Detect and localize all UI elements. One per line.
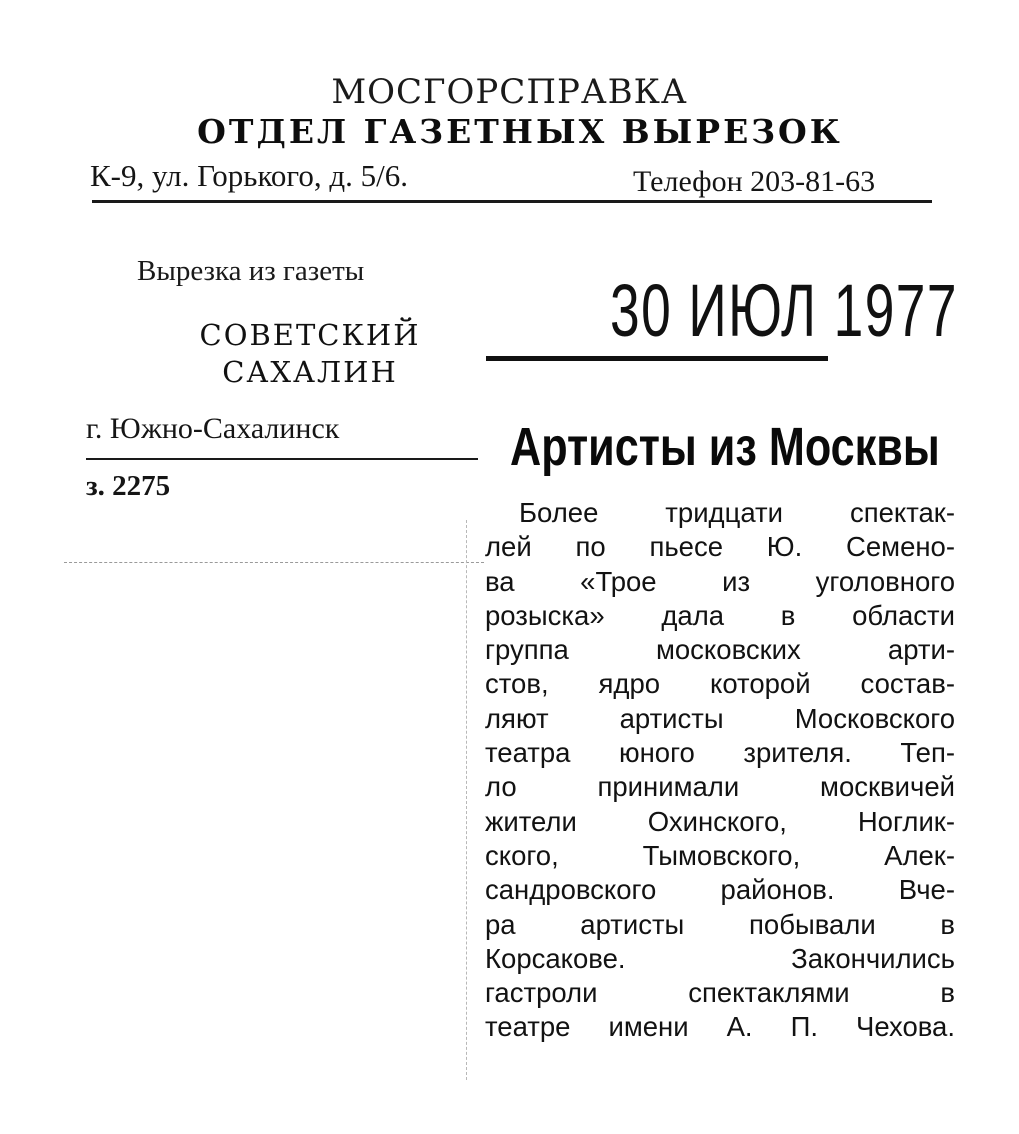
organization-name: МОСГОРСПРАВКА: [331, 72, 688, 112]
article-line: Корсакове. Закончились: [485, 942, 955, 974]
article-line: Более тридцати спектак-: [519, 497, 955, 528]
article-line: стов, ядро которой состав-: [485, 668, 955, 700]
article-line: театра юного зрителя. Теп-: [485, 737, 955, 769]
date-stamp: 30 ИЮЛ 1977: [610, 269, 958, 352]
date-rule: [486, 356, 828, 361]
article-line: театре имени А. П. Чехова.: [485, 1011, 955, 1043]
phone-number: Телефон 203-81-63: [633, 165, 876, 198]
article-headline: Артисты из Москвы: [510, 417, 940, 477]
city: г. Южно-Сахалинск: [86, 412, 340, 445]
article-line: лей по пьесе Ю. Семено-: [485, 531, 955, 563]
article-line: розыска» дала в области: [485, 599, 955, 631]
info-rule: [86, 458, 478, 460]
article-line: ляют артисты Московского: [485, 702, 955, 734]
article-line: группа московских арти-: [485, 634, 955, 666]
article-line: ра артисты побывали в: [485, 908, 955, 940]
article-line: гастроли спектаклями в: [485, 977, 955, 1009]
address: К-9, ул. Горького, д. 5/6.: [90, 158, 409, 193]
article-line: ского, Тымовского, Алек-: [485, 839, 955, 871]
article-body: [485, 496, 955, 1045]
article-line: ва «Трое из уголовного: [485, 565, 955, 597]
article-line: жители Охинского, Ноглик-: [485, 805, 955, 837]
newspaper-name-line1: СОВЕТСКИЙ: [199, 318, 421, 352]
order-number: з. 2275: [86, 470, 171, 502]
header-rule: [92, 200, 932, 203]
newspaper-name-line2: САХАЛИН: [222, 355, 398, 389]
article-line: ло принимали москвичей: [485, 771, 955, 803]
clipping-edge: [466, 520, 467, 1080]
faint-rule: [64, 562, 484, 563]
clipping-label: Вырезка из газеты: [137, 255, 365, 287]
article-line: сандровского районов. Вче-: [485, 874, 955, 906]
department-name: ОТДЕЛ ГАЗЕТНЫХ ВЫРЕЗОК: [197, 112, 843, 151]
